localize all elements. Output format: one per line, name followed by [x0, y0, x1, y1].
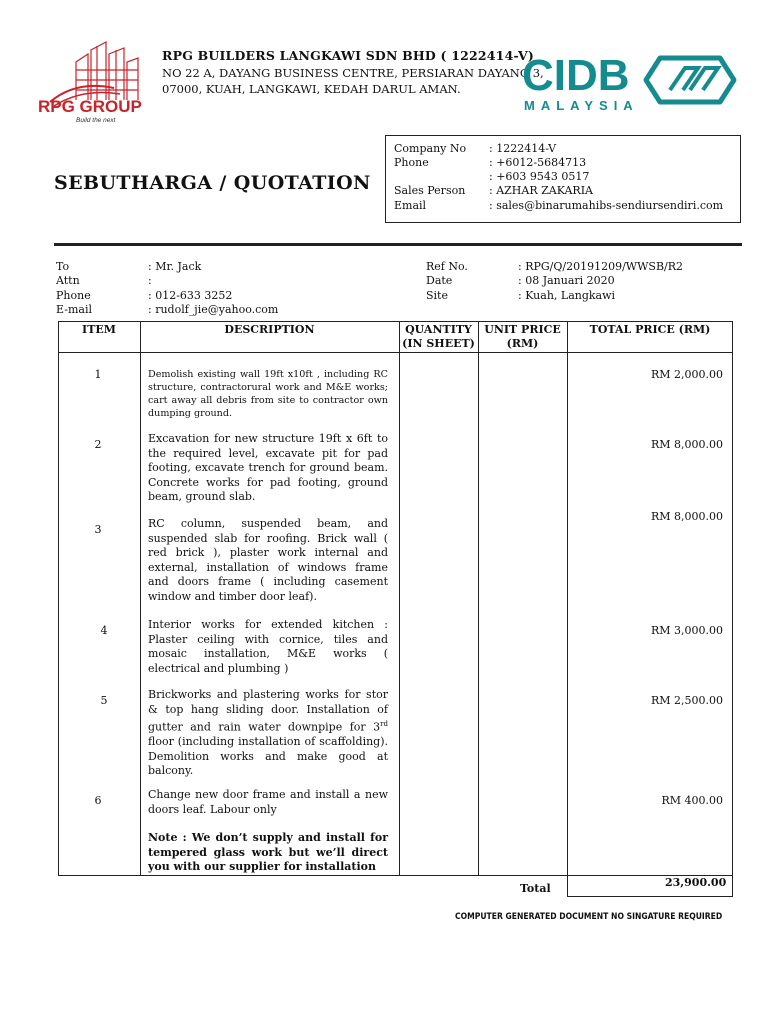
column-divider-1 — [140, 321, 141, 876]
phone-value-1: : +6012-5684713 — [489, 156, 587, 169]
to-label: To — [56, 260, 70, 273]
cidb-logo-subtext: MALAYSIA — [524, 98, 639, 112]
header-total-price: TOTAL PRICE (RM) — [589, 323, 711, 336]
glass-work-note: Note : We don’t supply and install for tempered glass work but we’ll direct you with our supplier for installation — [148, 831, 388, 873]
header-quantity — [399, 323, 478, 351]
item-total-price: RM 2,000.00 — [650, 368, 723, 381]
attn-label: Attn — [56, 274, 80, 287]
email-value: : sales@binarumahibs-sendiursendiri.com — [489, 199, 724, 212]
item-total-price: RM 8,000.00 — [650, 438, 723, 451]
company-name: RPG BUILDERS LANGKAWI SDN BHD ( 1222414-V) — [162, 48, 534, 63]
company-address-line1: NO 22 A, DAYANG BUSINESS CENTRE, PERSIARAN DAYANG 3, — [162, 66, 544, 80]
phone-label: Phone — [394, 156, 429, 169]
cidb-malaysia-logo — [520, 50, 740, 112]
item-description: Change new door frame and install a new doors leaf. Labour only — [148, 788, 388, 816]
item-description: RC column, suspended beam, and suspended slab for roofing. Brick wall ( red brick ), plaster work internal and external, installation of windows frame and doors frame ( including casement window and timber door leaf). — [148, 517, 388, 603]
item-description-superscript: rd — [380, 720, 388, 728]
header-unit-price-line2: (RM) — [506, 337, 539, 350]
client-phone-label: Phone — [56, 289, 91, 302]
company-info-box — [385, 135, 741, 223]
site-label: Site — [426, 289, 448, 302]
item-total-price: RM 8,000.00 — [650, 510, 723, 523]
client-email-value: : rudolf_jie@yahoo.com — [148, 303, 279, 316]
item-description: Demolish existing wall 19ft x10ft , including RC structure, contractorural work and M&E works; cart away all debris from site to contractor own dumping ground. — [148, 369, 388, 419]
quotation-table — [58, 321, 733, 876]
email-label: Email — [394, 199, 427, 212]
item-number: 3 — [94, 523, 102, 536]
ref-label: Ref No. — [426, 260, 468, 273]
header-item: ITEM — [82, 323, 116, 336]
table-header-divider — [58, 352, 733, 353]
header-quantity-line2: (IN SHEET) — [402, 337, 475, 350]
header-divider — [54, 243, 742, 246]
table-border-top — [58, 321, 733, 322]
cidb-logo-text: CIDB — [522, 51, 630, 100]
sales-person-label: Sales Person — [394, 184, 466, 197]
company-no-value: : 1222414-V — [489, 142, 557, 155]
item-number: 5 — [100, 694, 108, 707]
column-divider-4 — [567, 321, 568, 876]
item-total-price: RM 3,000.00 — [650, 624, 723, 637]
company-address-line2: 07000, KUAH, LANGKAWI, KEDAH DARUL AMAN. — [162, 82, 461, 96]
header-quantity-line1: QUANTITY — [405, 323, 472, 336]
item-number: 2 — [94, 438, 102, 451]
rpg-group-logo — [36, 40, 156, 130]
rpg-logo-tagline: Build the next — [76, 117, 116, 124]
client-email-label: E-mail — [56, 303, 92, 316]
item-total-price: RM 2,500.00 — [650, 694, 723, 707]
to-value: : Mr. Jack — [148, 260, 202, 273]
item-number: 4 — [100, 624, 108, 637]
item-number: 6 — [94, 794, 102, 807]
total-label: Total — [520, 882, 551, 895]
item-description-part-a: Brickworks and plastering works for stor & top hang sliding door. Installation of gutter and rain water downpipe for 3 — [148, 688, 388, 734]
header-unit-price — [478, 323, 567, 351]
table-border-left — [58, 321, 59, 876]
rpg-logo-text: RPG GROUP — [38, 97, 142, 116]
item-description — [148, 688, 388, 779]
column-divider-2 — [399, 321, 400, 876]
item-total-price: RM 400.00 — [661, 794, 723, 807]
item-description: Excavation for new structure 19ft x 6ft to the required level, excavate pit for pad footing, excavate trench for ground beam. Concrete works for pad footing, ground beam, ground slab. — [148, 432, 388, 503]
total-value: 23,900.00 — [665, 876, 727, 889]
phone-value-2: : +603 9543 0517 — [489, 170, 590, 183]
date-value: : 08 Januari 2020 — [518, 274, 615, 287]
company-no-label: Company No — [394, 142, 467, 155]
item-description-part-b: floor (including installation of scaffolding). Demolition works and make good at balcony. — [148, 735, 388, 778]
footer-note: COMPUTER GENERATED DOCUMENT NO SINGATURE REQUIRED — [455, 912, 723, 922]
header-description: DESCRIPTION — [224, 323, 315, 336]
sales-person-value: : AZHAR ZAKARIA — [489, 184, 593, 197]
site-value: : Kuah, Langkawi — [518, 289, 616, 302]
column-divider-3 — [478, 321, 479, 876]
header-unit-price-line1: UNIT PRICE — [484, 323, 561, 336]
item-description: Interior works for extended kitchen : Plaster ceiling with cornice, tiles and mosaic installation, M&E works ( electrical and plumbing ) — [148, 618, 388, 675]
ref-value: : RPG/Q/20191209/WWSB/R2 — [518, 260, 684, 273]
date-label: Date — [426, 274, 453, 287]
document-title: SEBUTHARGA / QUOTATION — [54, 172, 371, 194]
client-phone-value: : 012-633 3252 — [148, 289, 233, 302]
item-number: 1 — [94, 368, 102, 381]
table-border-right — [732, 321, 733, 876]
attn-value: : — [148, 274, 152, 287]
